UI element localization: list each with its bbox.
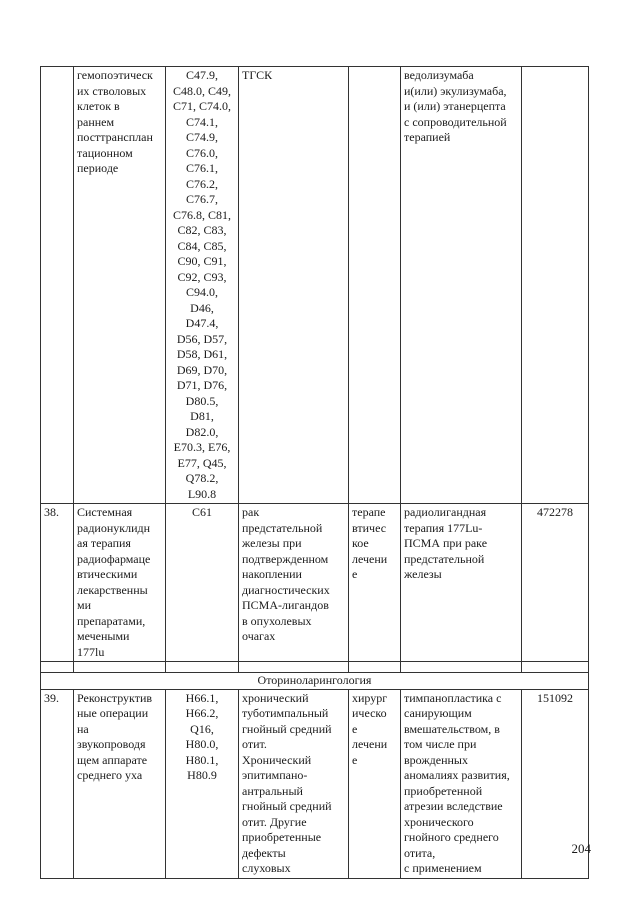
text-line: дефекты [242,845,286,860]
text-line: Q16, [190,721,214,736]
text-line: гнойного среднего [404,830,499,844]
empty-cell [74,662,166,673]
empty-cell [41,662,74,673]
text-line: лечени [352,737,388,751]
text-line: их стволовых [77,83,147,98]
patient-model [239,689,349,878]
text-line: отит. Другие [242,814,307,829]
text-line: аномалиях развития, [404,768,510,782]
text-line: гнойный средний [242,721,332,736]
treatment-type [349,689,401,878]
cost-value: 472278 [522,504,589,662]
section-header-row [41,673,589,690]
treatment-method [401,67,522,504]
text-line: железы [404,567,442,581]
row-number [41,67,74,504]
text-line: подтвержденном [242,551,329,566]
text-line: кое [352,536,369,550]
text-line: ПСМА-лигандов [242,598,329,612]
text-line: Системная [77,505,133,519]
text-line: вмешательством, в [404,721,500,736]
text-line: C76.7, [185,192,218,206]
row-number: 38. [41,504,74,662]
empty-cell [239,662,349,673]
text-line: посттрансплан [77,130,153,144]
text-line: радионуклидн [77,520,151,535]
text-line: C76.2, [185,176,218,191]
text-line: гнойный средний [242,799,332,813]
text-line: приобретенной [404,783,483,798]
text-line: тимпанопластика с [404,690,502,705]
text-line: C82, C83, [177,223,227,237]
text-line: приобретенные [242,830,322,844]
text-line: диагностических [242,582,330,597]
text-line: среднего уха [77,768,143,782]
text-line: D56, D57, [176,331,228,346]
text-line: C74.1, [185,114,218,129]
text-line: C90, C91, [177,254,227,268]
text-line: D81, [190,409,214,423]
treatment-method [401,504,522,662]
text-line: на [77,721,89,736]
text-line: хронического [404,814,474,829]
text-line: тационном [77,145,133,160]
text-line: C76.1, [185,161,218,175]
table-row [41,689,589,878]
text-line: C61 [191,505,212,519]
text-line: D46, [190,300,214,315]
text-line: антральный [242,783,303,798]
text-line: Хронический [242,752,312,767]
text-line: радиолигандная [404,505,487,519]
text-line: препаратами, [77,613,146,628]
text-line: ведолизумаба [404,68,474,82]
text-line: е [352,752,358,767]
text-line: том числе при [404,737,477,751]
text-line: отит. [242,737,267,751]
text-line: и (или) этанерцепта [404,99,506,113]
text-line: туботимпальный [242,706,329,720]
text-line: атрезии вследствие [404,799,503,813]
text-line: гемопоэтическ [77,68,153,82]
text-line: D58, D61, [176,347,228,361]
text-line: с сопроводительной [404,114,507,129]
text-line: E70.3, E76, [173,440,231,454]
text-line: радиофармаце [77,551,151,566]
text-line: е [352,721,358,736]
text-line: врожденных [404,752,468,767]
empty-cell [349,662,401,673]
cost-value: 151092 [522,689,589,878]
text-line: C92, C93, [177,269,227,284]
text-line: 177lu [77,644,105,659]
section-title: Оториноларингология [41,673,589,690]
text-line: C47.9, [185,68,218,82]
empty-cell [401,662,522,673]
text-line: H80.9 [187,768,217,782]
text-line: втическими [77,567,138,581]
page-number: 204 [571,841,591,856]
text-line: C84, C85, [177,238,227,253]
empty-cell [166,662,239,673]
text-line: эпитимпано- [242,768,308,782]
patient-model [239,504,349,662]
icd-codes [166,67,239,504]
text-line: мечеными [77,629,130,643]
procedure-name [74,689,166,878]
icd-codes [166,689,239,878]
text-line: слуховых [242,861,291,875]
text-line: е [352,567,358,581]
text-line: ми [77,598,92,612]
text-line: C71, C74.0, [172,99,231,113]
table-row [41,504,589,662]
patient-model [239,67,349,504]
text-line: Q78.2, [185,471,219,485]
text-line: E77, Q45, [177,455,227,470]
text-line: ные операции [77,706,149,720]
treatment-method [401,689,522,878]
text-line: C74.9, [185,130,218,144]
row-number: 39. [41,689,74,878]
text-line: ТГСК [242,68,273,82]
text-line: H66.1, [185,690,219,705]
text-line: в опухолевых [242,613,312,628]
text-line: D80.5, [185,393,219,408]
text-line: терапе [352,505,386,519]
text-line: D47.4, [185,316,219,330]
text-line: H80.0, [185,737,219,751]
text-line: ПСМА при раке [404,536,488,550]
text-line: H80.1, [185,752,219,767]
text-line: хирург [352,690,388,705]
text-line: L90.8 [187,486,217,501]
text-line: предстательной [242,520,323,535]
empty-cell [522,662,589,673]
text-line: C94.0, [185,285,218,299]
text-line: рак [242,505,260,519]
text-line: хронический [242,690,309,705]
empty-row [41,662,589,673]
text-line: D71, D76, [176,378,228,392]
text-line: терапия 177Lu- [404,520,483,535]
text-line: ическо [352,706,387,720]
text-line: отита, [404,845,436,860]
text-line: санирующим [404,706,472,720]
text-line: втичес [352,520,387,535]
text-line: железы при [242,536,302,550]
text-line: клеток в [77,99,120,113]
text-line: раннем [77,114,115,129]
cost-value [522,67,589,504]
text-line: C76.8, C81, [172,207,231,222]
text-line: ая терапия [77,536,131,550]
text-line: H66.2, [185,706,219,720]
text-line: D69, D70, [176,362,228,377]
procedure-name [74,67,166,504]
table-row [41,67,589,504]
text-line: очагах [242,629,276,643]
text-line: периоде [77,161,119,175]
procedure-name [74,504,166,662]
icd-codes [166,504,239,662]
text-line: предстательной [404,551,485,566]
text-line: накоплении [242,567,302,581]
text-line: с применением [404,861,482,875]
text-line: лекарственны [77,582,148,597]
text-line: C76.0, [185,145,218,160]
treatment-type [349,67,401,504]
text-line: щем аппарате [77,752,148,767]
text-line: C48.0, C49, [172,83,231,98]
text-line: и(или) экулизумаба, [404,83,507,98]
text-line: терапией [404,130,451,144]
text-line: Реконструктив [77,690,153,705]
text-line: лечени [352,551,388,566]
text-line: D82.0, [185,424,219,439]
treatment-type [349,504,401,662]
text-line: звукопроводя [77,737,146,751]
medical-care-table [40,66,589,879]
